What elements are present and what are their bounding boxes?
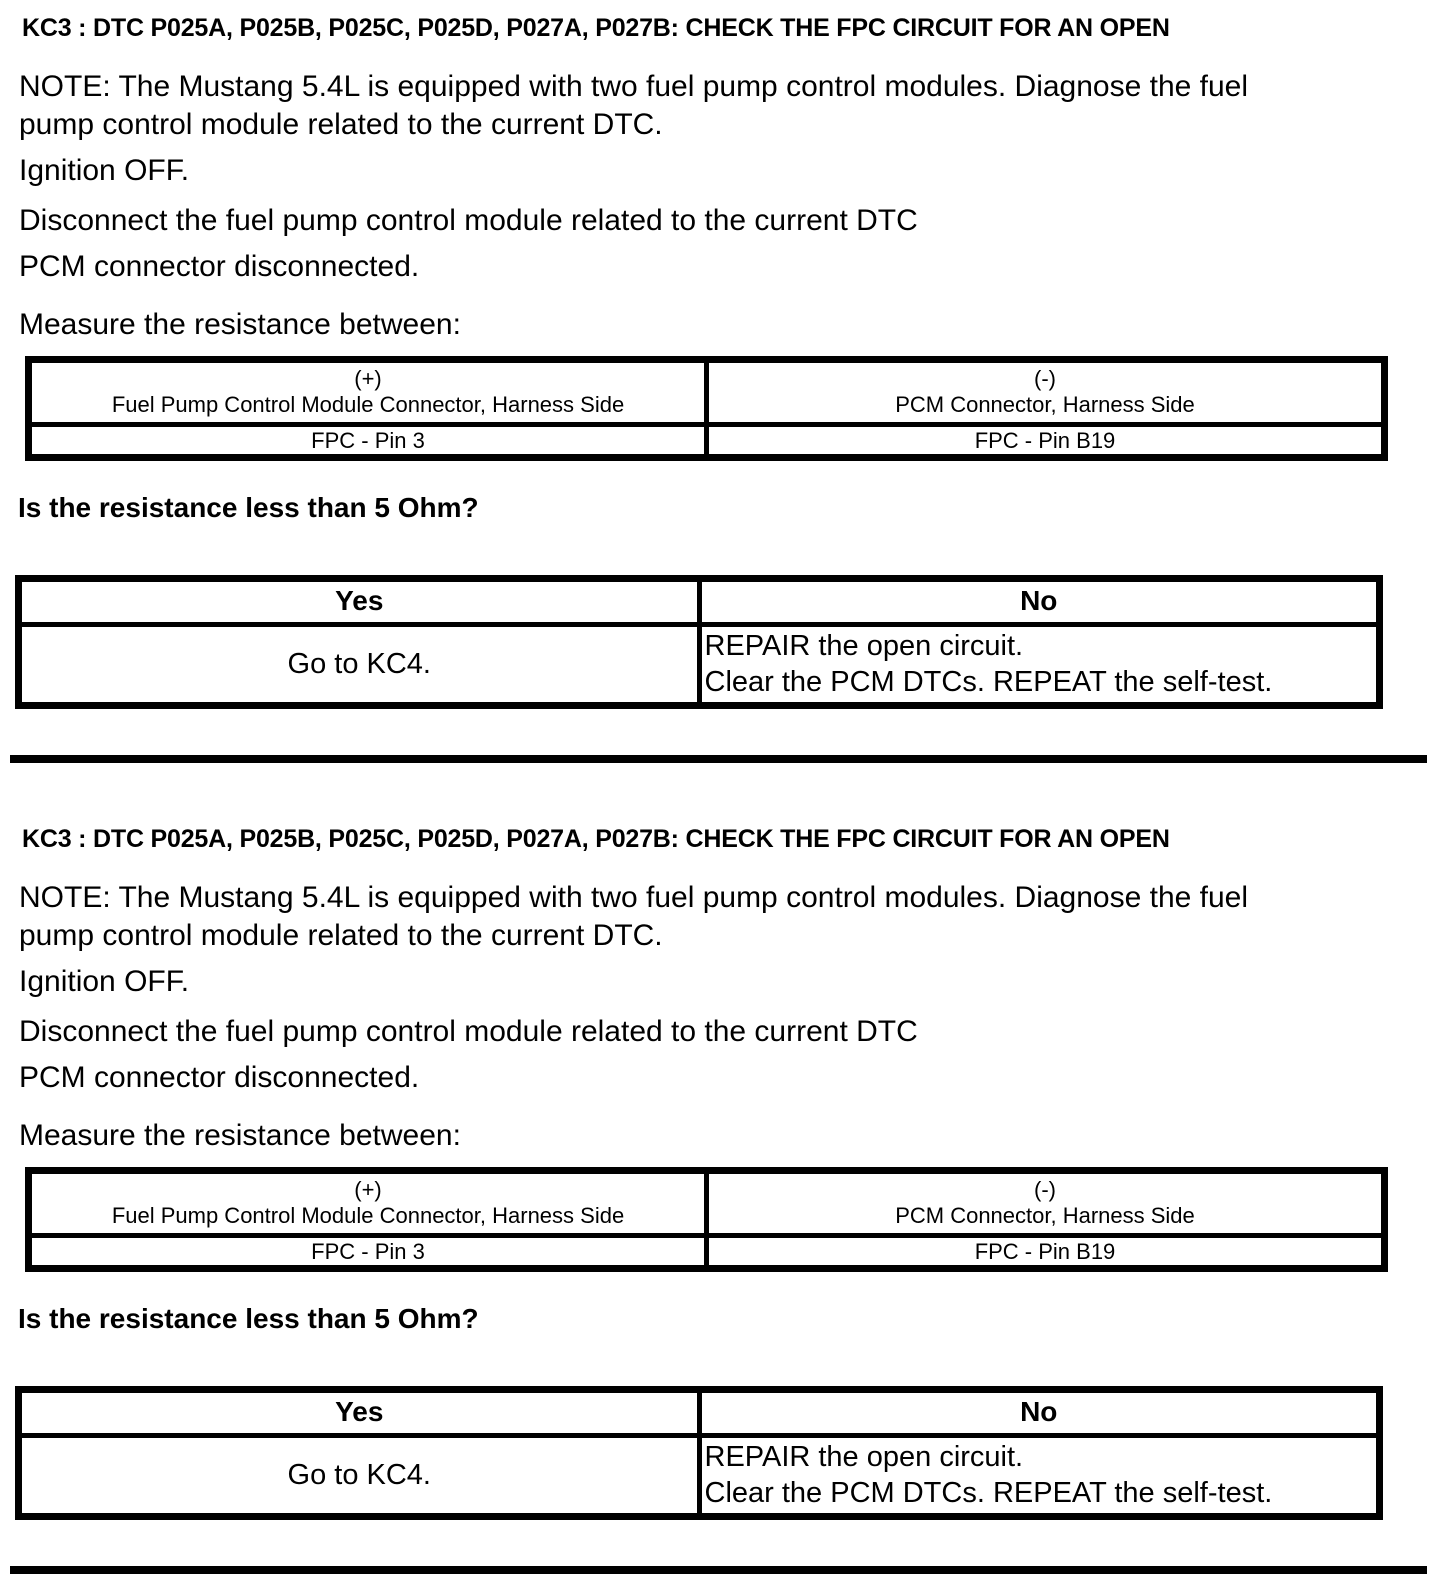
procedure-section-1: [0, 14, 1440, 763]
step-pcm-disconnected: PCM connector disconnected.: [19, 1061, 420, 1094]
note-paragraph: [19, 68, 1440, 144]
positive-polarity-label: (+): [354, 1177, 382, 1202]
yes-action-cell: Go to KC4.: [19, 1436, 700, 1517]
negative-pin-value: FPC - Pin B19: [707, 425, 1385, 458]
measurement-pin-row: [29, 1236, 1385, 1269]
decision-header-row: [19, 579, 1380, 625]
yes-header-cell: Yes: [19, 1390, 700, 1436]
negative-connector-label: PCM Connector, Harness Side: [895, 392, 1195, 417]
positive-column-header: [29, 360, 707, 425]
negative-pin-value: FPC - Pin B19: [707, 1236, 1385, 1269]
section-end-divider: [10, 1566, 1427, 1574]
procedure-heading: KC3 : DTC P025A, P025B, P025C, P025D, P027A, P027B: CHECK THE FPC CIRCUIT FOR AN OPEN: [22, 14, 1170, 42]
procedure-heading: KC3 : DTC P025A, P025B, P025C, P025D, P027A, P027B: CHECK THE FPC CIRCUIT FOR AN OPEN: [22, 825, 1170, 853]
negative-polarity-label: (-): [1034, 1177, 1056, 1202]
negative-column-header: [707, 1171, 1385, 1236]
positive-pin-value: FPC - Pin 3: [29, 1236, 707, 1269]
note-line-2: pump control module related to the current DTC.: [19, 919, 663, 952]
measurement-header-row: [29, 1171, 1385, 1236]
procedure-section-2: [0, 825, 1440, 1574]
no-action-line-1: REPAIR the open circuit.: [704, 630, 1024, 662]
no-action-line-2: Clear the PCM DTCs. REPEAT the self-test.: [704, 666, 1273, 698]
decision-table: [15, 1386, 1383, 1520]
decision-question: Is the resistance less than 5 Ohm?: [18, 492, 479, 523]
yes-header-cell: Yes: [19, 579, 700, 625]
no-action-cell: [699, 1436, 1380, 1517]
note-line-1: NOTE: The Mustang 5.4L is equipped with two fuel pump control modules. Diagnose the fuel: [19, 70, 1249, 103]
note-line-1: NOTE: The Mustang 5.4L is equipped with two fuel pump control modules. Diagnose the fuel: [19, 881, 1249, 914]
decision-header-row: [19, 1390, 1380, 1436]
step-measure-resistance: Measure the resistance between:: [19, 1119, 461, 1152]
note-paragraph: [19, 879, 1440, 955]
yes-action-cell: Go to KC4.: [19, 625, 700, 706]
decision-action-row: [19, 1436, 1380, 1517]
no-action-line-1: REPAIR the open circuit.: [704, 1441, 1024, 1473]
decision-action-row: [19, 625, 1380, 706]
section-end-divider: [10, 755, 1427, 763]
positive-connector-label: Fuel Pump Control Module Connector, Harness Side: [111, 392, 625, 417]
no-header-cell: No: [699, 1390, 1380, 1436]
positive-polarity-label: (+): [354, 366, 382, 391]
measurement-pin-row: [29, 425, 1385, 458]
measurement-header-row: [29, 360, 1385, 425]
no-action-line-2: Clear the PCM DTCs. REPEAT the self-test.: [704, 1477, 1273, 1509]
negative-polarity-label: (-): [1034, 366, 1056, 391]
step-ignition-off: Ignition OFF.: [19, 965, 190, 998]
step-disconnect-module: Disconnect the fuel pump control module related to the current DTC: [19, 204, 918, 237]
step-measure-resistance: Measure the resistance between:: [19, 308, 461, 341]
document-page: [0, 14, 1440, 1562]
step-ignition-off: Ignition OFF.: [19, 154, 190, 187]
positive-pin-value: FPC - Pin 3: [29, 425, 707, 458]
positive-column-header: [29, 1171, 707, 1236]
no-action-cell: [699, 625, 1380, 706]
note-line-2: pump control module related to the current DTC.: [19, 108, 663, 141]
decision-table: [15, 575, 1383, 709]
measurement-table: [25, 1167, 1388, 1272]
decision-question: Is the resistance less than 5 Ohm?: [18, 1303, 479, 1334]
step-disconnect-module: Disconnect the fuel pump control module related to the current DTC: [19, 1015, 918, 1048]
step-pcm-disconnected: PCM connector disconnected.: [19, 250, 420, 283]
negative-connector-label: PCM Connector, Harness Side: [895, 1203, 1195, 1228]
positive-connector-label: Fuel Pump Control Module Connector, Harness Side: [111, 1203, 625, 1228]
negative-column-header: [707, 360, 1385, 425]
no-header-cell: No: [699, 579, 1380, 625]
measurement-table: [25, 356, 1388, 461]
